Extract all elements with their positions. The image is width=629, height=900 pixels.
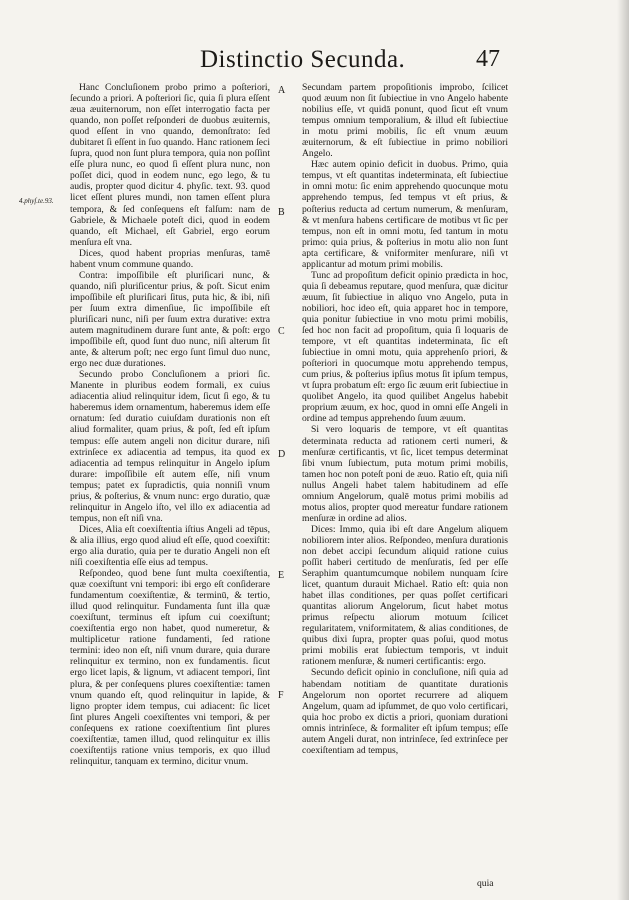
margin-letter-b: B [278,207,285,218]
paragraph: Dices, quod habent proprias menſuras, tamē habent vnum commune quando. [70,247,270,270]
margin-letter-e: E [278,570,285,581]
right-text-column [302,82,508,756]
paragraph: Hanc Concluſionem probo primo a poſteriori, ſecundo a priori. A poſteriori ſic, quia ſi plura eſſent æua æuiternorum, non eſſet interrogatio facta per quando, non poſſet reſponderi de duobus æuiternis, quod eſſent in vno quando, demonſtrato: ſed dubitaret ſi eſſent in ſuo quando. Hanc rationem ſeci ſupra, quod non ſunt plura tempora, quia non poſſint eſſe plura nunc, eo quod ſi eſſent plura nunc, non poſſet dici, quod in eodem nunc, ego lego, & tu audis, propter quod dicitur 4. phyſic. text. 93. quod licet eſſent plures mundi, non tamen eſſent plura tempora, & ſed conſequens eſt falſum: nam de Gabriele, & Michaele poteſt dici, quod in eodem quando, eſt Michael, eſt Gabriel, ergo eorum menſura eſt vna. [70,82,270,248]
margin-letter-a: A [278,85,286,96]
paragraph: Tunc ad propoſitum deficit opinio prædicta in hoc, quia ſi debeamus reputare, quod menſura, quæ dicitur æuum, ſit ſubiectiue in aliquo vno Angelo, puta in nobiliori, hoc ideo eſt, quia apparet hoc in tempore, quia ponitur ſubiectiue in vno motu primi mobilis, ſed hoc non facit ad propoſitum, quia ſi loquaris de tempore, vt eſt quantitas indeterminata, ſic eſt ſubiectiue in omni motu, quia apprehenſo priori, & poſteriori in quocumque motu apprehendo tempus, cum prius, & poſterius ipſius motus ſit ipſum tempus, vt ſupra probatum eſt: ergo ſic æuum erit ſubiectiue in quolibet Angelo, ita quod quilibet Angelus habebit proprium æuum, ex hoc, quod in omni eſſe Angeli in ordine ad tempus apprehendo ſuum æuum. [302,269,508,425]
paragraph: Reſpondeo, quod bene ſunt multa coexiſtentia, quæ coexiſtunt vni tempori: ibi ergo eſt conſiderare fundamentum coexiſtentiæ, & terminū, & tertio, illud quod relinquitur. Fundamenta ſunt illa quæ coexiſtunt, terminus eſt ipſum cui coexiſtunt; coexiſtentia ergo non habet, quod numeretur, & multiplicetur ratione fundamenti, ſed ratione termini: ideo non eſt, niſi vnum durare, quia durare relinquitur ex termino, non ex fundamentis. ſicut ergo licet lapis, & lignum, vt adiacent tempori, ſint plura, & per conſequens plures coexiſtentiæ: tamen vnum quando eſt, quod relinquitur in lapide, & ligno propter idem tempus, cui adiacent: ſic licet ſint plures Angeli coexiſtentes vni tempori, & per conſequens ex ratione coexiſtentium ſint plures coexiſtentiæ, tamen illud, quod relinquitur ex illis coexiſtentijs ratione vnius temporis, ex quo illud relinquitur, tanquam ex termino, dicitur vnum. [70,568,270,767]
catchword: quia [477,878,494,889]
margin-letter-f: F [278,690,284,701]
page-header-title: Distinctio Secunda. [200,46,406,73]
paragraph: Dices, Alia eſt coexiſtentia iſtius Angeli ad tēpus, & alia illius, ergo quod aliud eſt eſſe, quod coexiſtit: ergo alia duratio, quia per te duratio Angeli non eſt niſi coexiſtentia eſſe eius ad tempus. [70,523,270,569]
margin-letter-d: D [278,449,286,460]
margin-citation: 4.phyſ.te.93. [19,197,54,205]
page-number: 47 [476,46,500,72]
page-edge-shadow [617,0,629,900]
margin-letter-c: C [278,326,285,337]
paragraph: Secundo deficit opinio in concluſione, niſi quia ad habendam notitiam de quantitate durationis Angelorum non oportet recurrere ad aliquem Angelum, quam ad ipſummet, de quo volo certificari, quia hoc probo ex dictis a priori, quoniam durationi omnis intrinſece, & formaliter eſt ipſum tempus; eſſe autem Angeli durat, non intrinſece, ſed extrinſece per coexiſtentiam ad tempus, [302,667,508,756]
paragraph: Secundam partem propoſitionis improbo, ſcilicet quod æuum non ſit ſubiectiue in vno Angelo habente nobilius eſſe, vt quidā ponunt, quod ſicut eſt vnum tempus omnium temporalium, & illud eſt ſubiectiue in motu primi mobilis, ſic eſt vnum æuum æuiternorum, & eſt ſubiectiue in primo nobiliori Angelo. [302,82,508,160]
paragraph: Contra: impoſſibile eſt pluriſicari nunc, & quando, niſi pluriſicentur prius, & poſt. Sicut enim impoſſibile eſt pluriſicari ſitus, puta hic, & ibi, niſi per ſuum extra dimenſiue, ſic impoſſibile eſt pluriſicari nunc, niſi per ſuum extra durative: extra autem magnitudinem durare ſunt ante, & poſt: ergo impoſſibile eſt, quod ſunt duo nunc, niſi alterum ſit ante, & alterum poſt; nec ergo ſunt ſimul duo nunc, ergo nec duæ durationes. [70,269,270,370]
paragraph: Secundo probo Concluſionem a priori ſic. Manente in pluribus eodem formali, ex cuius adiacentia aliud relinquitur idem, ſicut ſi ego, & tu haberemus idem ornamentum, haberemus idem eſſe ornatum: ſed duratio cuiuſdam durationis non eſt aliud formaliter, quam prius, & poſt, ſed eſt ipſum tempus: eſſe autem angeli non dicitur durare, niſi extrinſece ex adiacentia ad tempus, ita quod ex adiacentia ad tempus relinquitur in Angelo ipſum durare: impoſſibile eſt autem eſſe, niſi vnum tempus; patet ex ſupradictis, quia nonniſi vnum prius, & poſterius, & vnum nunc: ergo duratio, quæ relinquitur in Angelo iſto, vel illo ex adiacentia ad tempus, non eſt niſi vna. [70,369,270,524]
paragraph: Si vero loquaris de tempore, vt eſt quantitas determinata reducta ad rationem certi numeri, & menſuræ certificantis, vt ſic, licet tempus determinat ſibi vnum ſubiectum, puta motum primi mobilis, tamen hoc non poteſt poni de æuo. Ratio eſt, quia niſi nullus Angeli habet talem habitudinem ad eſſe omnium Angelorum, qualē motus primi mobilis ad motus alios, propter quod mereatur fundare rationem menſuræ in ordine ad alios. [302,424,508,524]
paragraph: Dices: Immo, quia ibi eſt dare Angelum aliquem nobiliorem inter alios. Reſpondeo, menſura durationis non debet accipi ſecundum aliquid ratione cuius poſſit haberi certitudo de menſuratis, ſed per eſſe Seraphim quantumcumque nobilem nunquam ſcire licet, quantum durauit Michael. Ratio eſt: quia non habet illas conditiones, per quas poſſet certificari quantitas aliorum Angelorum, ſicut habet motus primus reſpectu aliorum motuum ſcilicet regularitatem, vniformitatem, & alias conditiones, de quibus dixi ſupra, propter quas poſui, quod motus primi mobilis erat ſubiectum temporis, vt induit rationem menſuræ, & numeri certificantis: ergo. [302,523,508,668]
paragraph: Hæc autem opinio deficit in duobus. Primo, quia tempus, vt eſt quantitas indeterminata, eſt ſubiectiue in omni motu: ſic enim apprehendo quocunque motu apprehendo tempus, ſed tempus vt eſt prius, & poſterius reducta ad certum numerum, & menſuram, & vt menſura habens certificare de motibus vt ſic per tempus, non eſt in omni motu, ſed tantum in motu primo: quia prius, & poſterius in motu alio non ſunt apta certificare, & vniformiter menſurare, niſi vt applicantur ad motum primi mobilis. [302,159,508,270]
left-text-column [70,82,270,767]
